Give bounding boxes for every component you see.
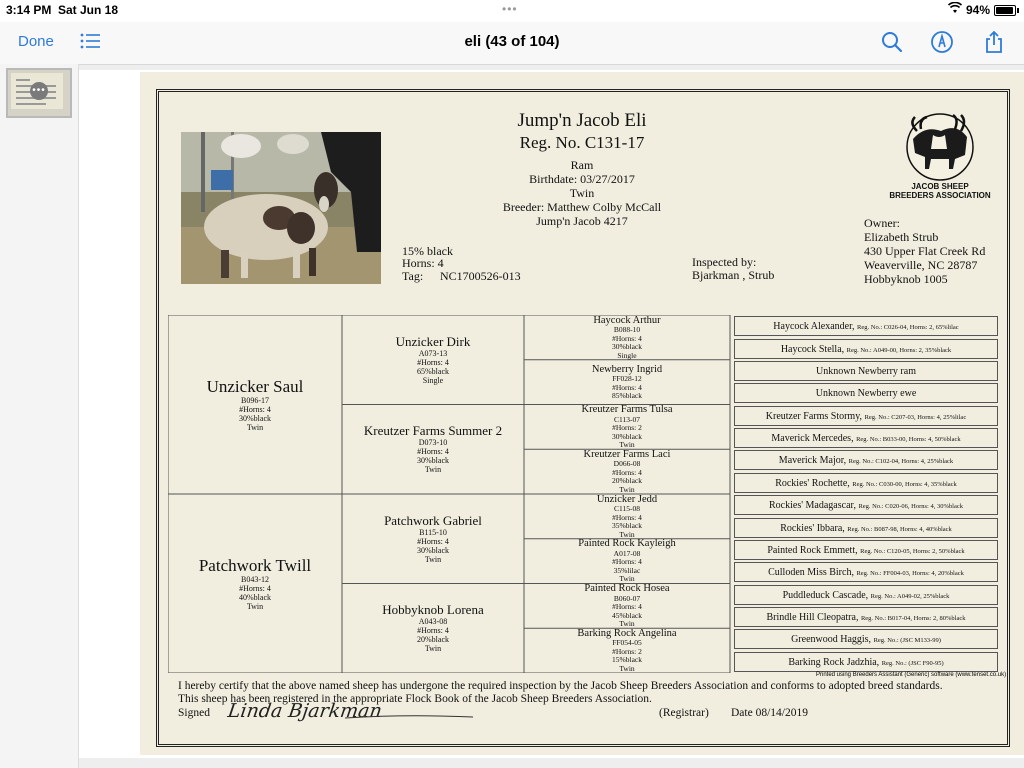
pedigree-ancestor bbox=[734, 652, 998, 672]
ancestor-registration: Reg. No.: C207-03, Horns: 4, 25%lilac bbox=[864, 413, 967, 421]
animal-detail: D073-10 bbox=[418, 438, 448, 448]
ancestor-registration: Reg. No.: C026-04, Horns: 2, 65%lilac bbox=[857, 324, 959, 332]
pedigree-ancestor bbox=[734, 518, 998, 538]
pedigree-great-grandparent bbox=[524, 628, 730, 673]
status-bar bbox=[0, 0, 1024, 22]
animal-detail: Twin bbox=[424, 554, 442, 564]
document-viewer[interactable] bbox=[79, 65, 1024, 768]
animal-detail: Twin bbox=[619, 440, 635, 450]
animal-detail: B043-12 bbox=[241, 574, 269, 584]
signature: Linda Bjarkman bbox=[226, 700, 384, 722]
sheep-photo bbox=[181, 132, 381, 284]
animal-detail: Twin bbox=[424, 465, 442, 475]
animal-detail: #Horns: 4 bbox=[417, 626, 449, 636]
pedigree-ancestor bbox=[734, 339, 998, 359]
ancestor-registration: Reg. No.: FF004-03, Horns: 4, 20%black bbox=[856, 570, 964, 578]
ancestor-registration: Reg. No.: A049-00, Horns: 2, 35%black bbox=[846, 346, 952, 354]
list-icon[interactable] bbox=[80, 32, 100, 50]
animal-name: Newberry Ingrid bbox=[591, 363, 663, 375]
ancestor-name: Culloden Miss Birch, bbox=[768, 567, 857, 579]
animal-name: Kreutzer Farms Summer 2 bbox=[363, 423, 503, 439]
sheep-name: Jump'n Jacob Eli bbox=[517, 110, 647, 131]
animal-detail: B115-10 bbox=[419, 527, 447, 537]
share-icon[interactable] bbox=[982, 30, 1006, 54]
ancestor-name: Haycock Alexander, bbox=[773, 321, 858, 333]
pedigree-ancestor bbox=[734, 473, 998, 493]
pedigree-ancestor bbox=[734, 607, 998, 627]
animal-detail: 15%black bbox=[612, 655, 642, 665]
owner-name: Elizabeth Strub bbox=[864, 230, 939, 244]
sheep-sex: Ram bbox=[570, 158, 594, 172]
thumbnail-sidebar bbox=[0, 64, 79, 768]
owner-city: Weaverville, NC 28787 bbox=[864, 258, 978, 272]
animal-detail: B096-17 bbox=[241, 395, 269, 405]
animal-detail: #Horns: 4 bbox=[612, 382, 642, 392]
animal-name: Patchwork Twill bbox=[198, 555, 312, 575]
horns-count: Horns: 4 bbox=[402, 256, 444, 270]
multitasking-dots-icon[interactable]: ••• bbox=[502, 2, 518, 16]
color-percent: 15% black bbox=[402, 244, 453, 258]
pedigree-ancestor bbox=[734, 495, 998, 515]
animal-detail: #Horns: 4 bbox=[612, 602, 642, 612]
pedigree-great-grandparent bbox=[524, 584, 730, 629]
pedigree-ancestor bbox=[734, 383, 998, 403]
pedigree-great-grandparent bbox=[524, 539, 730, 584]
ancestor-name: Greenwood Haggis, bbox=[791, 634, 874, 646]
ancestor-registration: Reg. No.: C102-04, Horns: 4, 25%black bbox=[848, 458, 954, 466]
ancestor-name: Kreutzer Farms Stormy, bbox=[765, 410, 865, 422]
owner-address: 430 Upper Flat Creek Rd bbox=[864, 244, 986, 258]
animal-detail: 30%black bbox=[612, 431, 642, 441]
animal-detail: 30%black bbox=[417, 545, 449, 555]
animal-detail: Twin bbox=[246, 601, 264, 611]
pedigree-grandparent bbox=[342, 405, 524, 495]
ancestor-registration: Reg. No.: C120-05, Horns: 2, 50%black bbox=[860, 547, 965, 555]
registration-number: Reg. No. C131-17 bbox=[519, 133, 645, 152]
inspected-label: Inspected by: bbox=[692, 255, 757, 269]
battery-icon bbox=[994, 5, 1016, 16]
pedigree-parent bbox=[168, 494, 342, 673]
ancestor-registration: Reg. No.: (JSC F90-95) bbox=[881, 659, 944, 667]
animal-detail: #Horns: 4 bbox=[417, 447, 449, 457]
animal-detail: #Horns: 4 bbox=[417, 536, 449, 546]
ancestor-registration: Reg. No.: B017-04, Horns: 2, 80%black bbox=[860, 615, 966, 623]
animal-detail: FF054-05 bbox=[612, 638, 642, 648]
animal-name: Patchwork Gabriel bbox=[384, 512, 482, 528]
animal-detail: 65%black bbox=[417, 366, 449, 376]
pedigree-grandparent bbox=[342, 315, 524, 405]
owner-flock: Hobbyknob 1005 bbox=[864, 272, 948, 286]
ancestor-name: Puddleduck Cascade, bbox=[782, 589, 871, 601]
ancestor-name: Rockies' Rochette, bbox=[775, 477, 853, 489]
pedigree-great-grandparent bbox=[524, 449, 730, 494]
certificate bbox=[140, 72, 1024, 755]
inspected-by: Bjarkman , Strub bbox=[692, 268, 775, 282]
pedigree-great-grandparent bbox=[524, 360, 730, 405]
animal-detail: Twin bbox=[424, 644, 442, 654]
registrar-label: (Registrar) bbox=[659, 707, 709, 719]
animal-detail: 35%lilac bbox=[613, 565, 641, 575]
animal-detail: A017-08 bbox=[613, 548, 641, 558]
ancestor-name: Haycock Stella, bbox=[780, 343, 847, 355]
animal-detail: C113-07 bbox=[614, 414, 640, 424]
status-time: 3:14 PM bbox=[6, 3, 52, 17]
pedigree-table bbox=[168, 315, 998, 673]
animal-detail: #Horns: 4 bbox=[612, 333, 642, 343]
tag-number: NC1700526-013 bbox=[440, 269, 521, 283]
animal-name: Painted Rock Kayleigh bbox=[578, 538, 676, 550]
animal-detail: A043-08 bbox=[418, 617, 448, 627]
page-thumbnail[interactable] bbox=[6, 68, 72, 118]
animal-detail: D066-08 bbox=[613, 459, 641, 469]
birth-type: Twin bbox=[569, 186, 595, 200]
document-page bbox=[79, 70, 1024, 758]
ancestor-name: Barking Rock Jadzhia, bbox=[788, 656, 882, 668]
pedigree-ancestor bbox=[734, 585, 998, 605]
ancestor-registration: Reg. No.: B033-00, Horns: 4, 50%black bbox=[856, 436, 961, 444]
pedigree-ancestor bbox=[734, 428, 998, 448]
animal-name: Hobbyknob Lorena bbox=[382, 602, 484, 618]
animal-detail: 20%black bbox=[612, 476, 642, 486]
ancestor-registration: Reg. No.: B087-98, Horns: 4, 40%black bbox=[847, 525, 952, 533]
breeder-flock: Jump'n Jacob 4217 bbox=[536, 214, 628, 228]
animal-detail: #Horns: 2 bbox=[612, 423, 642, 433]
pedigree-ancestor bbox=[734, 450, 998, 470]
animal-detail: 30%black bbox=[239, 413, 271, 423]
pedigree-grandparent bbox=[342, 584, 524, 674]
logo-text: JACOB SHEEP BREEDERS ASSOCIATION bbox=[889, 182, 991, 200]
animal-name: Barking Rock Angelina bbox=[577, 628, 677, 639]
search-icon[interactable] bbox=[880, 30, 904, 54]
done-button[interactable]: Done bbox=[18, 33, 54, 50]
tag-label: Tag: bbox=[402, 269, 424, 283]
battery-percent: 94% bbox=[966, 3, 991, 17]
animal-detail: 30%black bbox=[417, 456, 449, 466]
breeder: Breeder: Matthew Colby McCall bbox=[502, 200, 662, 214]
markup-icon[interactable] bbox=[930, 30, 954, 54]
pedigree-great-grandparent bbox=[524, 494, 730, 539]
animal-detail: A073-13 bbox=[418, 348, 448, 358]
pedigree-great-grandparent bbox=[524, 315, 730, 360]
ancestor-name: Brindle Hill Cleopatra, bbox=[766, 612, 861, 624]
pedigree-ancestor bbox=[734, 316, 998, 336]
pedigree-ancestor bbox=[734, 361, 998, 381]
ancestor-name: Painted Rock Emmett, bbox=[767, 544, 861, 556]
signature-underline bbox=[345, 712, 475, 722]
navigation-bar bbox=[0, 22, 1024, 65]
ancestor-name: Maverick Mercedes, bbox=[771, 433, 857, 445]
ancestor-name: Unknown Newberry ewe bbox=[815, 388, 917, 400]
animal-name: Unzicker Saul bbox=[206, 376, 304, 396]
animal-detail: Twin bbox=[619, 619, 635, 629]
certificate-date: Date 08/14/2019 bbox=[731, 707, 808, 719]
animal-name: Unzicker Dirk bbox=[395, 333, 471, 349]
animal-name: Kreutzer Farms Laci bbox=[583, 449, 671, 460]
more-options-icon[interactable]: ••• bbox=[30, 82, 48, 100]
pedigree-grandparent bbox=[342, 494, 524, 584]
animal-name: Unzicker Jedd bbox=[596, 494, 658, 505]
owner-label: Owner: bbox=[864, 216, 900, 230]
animal-detail: B060-07 bbox=[613, 593, 641, 603]
wifi-icon bbox=[948, 2, 962, 17]
pedigree-great-grandparent bbox=[524, 405, 730, 450]
animal-detail: 30%black bbox=[612, 342, 642, 352]
ancestor-name: Rockies' Madagascar, bbox=[769, 500, 859, 512]
software-credit: Printed using Breeders Assistant (Generic) software (www.tenset.co.uk) bbox=[816, 672, 1007, 678]
registration-text: This sheep has been registered in the appropriate Flock Book of the Jacob Sheep Breeders Association. bbox=[178, 693, 652, 705]
animal-detail: #Horns: 2 bbox=[612, 646, 642, 656]
pedigree-ancestor bbox=[734, 540, 998, 560]
animal-detail: #Horns: 4 bbox=[239, 404, 271, 414]
animal-detail: Twin bbox=[619, 529, 635, 539]
animal-name: Kreutzer Farms Tulsa bbox=[581, 404, 673, 416]
animal-detail: 45%black bbox=[612, 610, 642, 620]
animal-name: Painted Rock Hosea bbox=[584, 583, 670, 595]
animal-detail: B088-10 bbox=[613, 325, 641, 335]
animal-detail: #Horns: 4 bbox=[612, 557, 642, 567]
animal-detail: Twin bbox=[619, 484, 635, 494]
animal-detail: #Horns: 4 bbox=[612, 512, 642, 522]
ancestor-registration: Reg. No.: C030-00, Horns: 4, 35%black bbox=[852, 480, 957, 488]
animal-name: Haycock Arthur bbox=[593, 315, 661, 326]
ancestor-name: Unknown Newberry ram bbox=[816, 365, 916, 377]
animal-detail: 35%black bbox=[612, 521, 642, 531]
animal-detail: #Horns: 4 bbox=[612, 467, 642, 477]
pedigree-parent bbox=[168, 315, 342, 494]
ancestor-registration: Reg. No.: C020-06, Horns: 4, 30%black bbox=[858, 503, 963, 511]
pedigree-ancestor bbox=[734, 562, 998, 582]
document-title: eli (43 of 104) bbox=[464, 33, 560, 50]
animal-detail: 20%black bbox=[417, 635, 449, 645]
ancestor-name: Rockies' Ibbara, bbox=[780, 522, 848, 534]
animal-detail: Twin bbox=[619, 574, 635, 584]
animal-detail: Single bbox=[617, 350, 637, 360]
animal-detail: 40%black bbox=[239, 592, 271, 602]
ancestor-registration: Reg. No.: (JSC M133-99) bbox=[873, 637, 941, 645]
pedigree-ancestor bbox=[734, 406, 998, 426]
ancestor-registration: Reg. No.: A049-02, 25%black bbox=[870, 592, 950, 600]
animal-detail: FF028-12 bbox=[612, 374, 642, 384]
animal-detail: Single bbox=[422, 375, 444, 385]
status-date: Sat Jun 18 bbox=[58, 3, 119, 17]
animal-detail: C115-08 bbox=[614, 504, 640, 514]
animal-detail: #Horns: 4 bbox=[417, 357, 449, 367]
animal-detail: Twin bbox=[619, 663, 635, 673]
pedigree-ancestor bbox=[734, 629, 998, 649]
certification-text: I hereby certify that the above named sheep has undergone the required inspection by the Jacob Sheep Breeders Association and conforms to adopted breed standards. bbox=[178, 680, 943, 692]
animal-detail: Twin bbox=[246, 422, 264, 432]
signed-label: Signed bbox=[178, 707, 210, 719]
birthdate: Birthdate: 03/27/2017 bbox=[529, 172, 635, 186]
animal-detail: #Horns: 4 bbox=[239, 583, 271, 593]
ancestor-name: Maverick Major, bbox=[778, 455, 849, 467]
animal-detail: 85%black bbox=[612, 391, 642, 401]
jsba-logo bbox=[895, 109, 985, 181]
